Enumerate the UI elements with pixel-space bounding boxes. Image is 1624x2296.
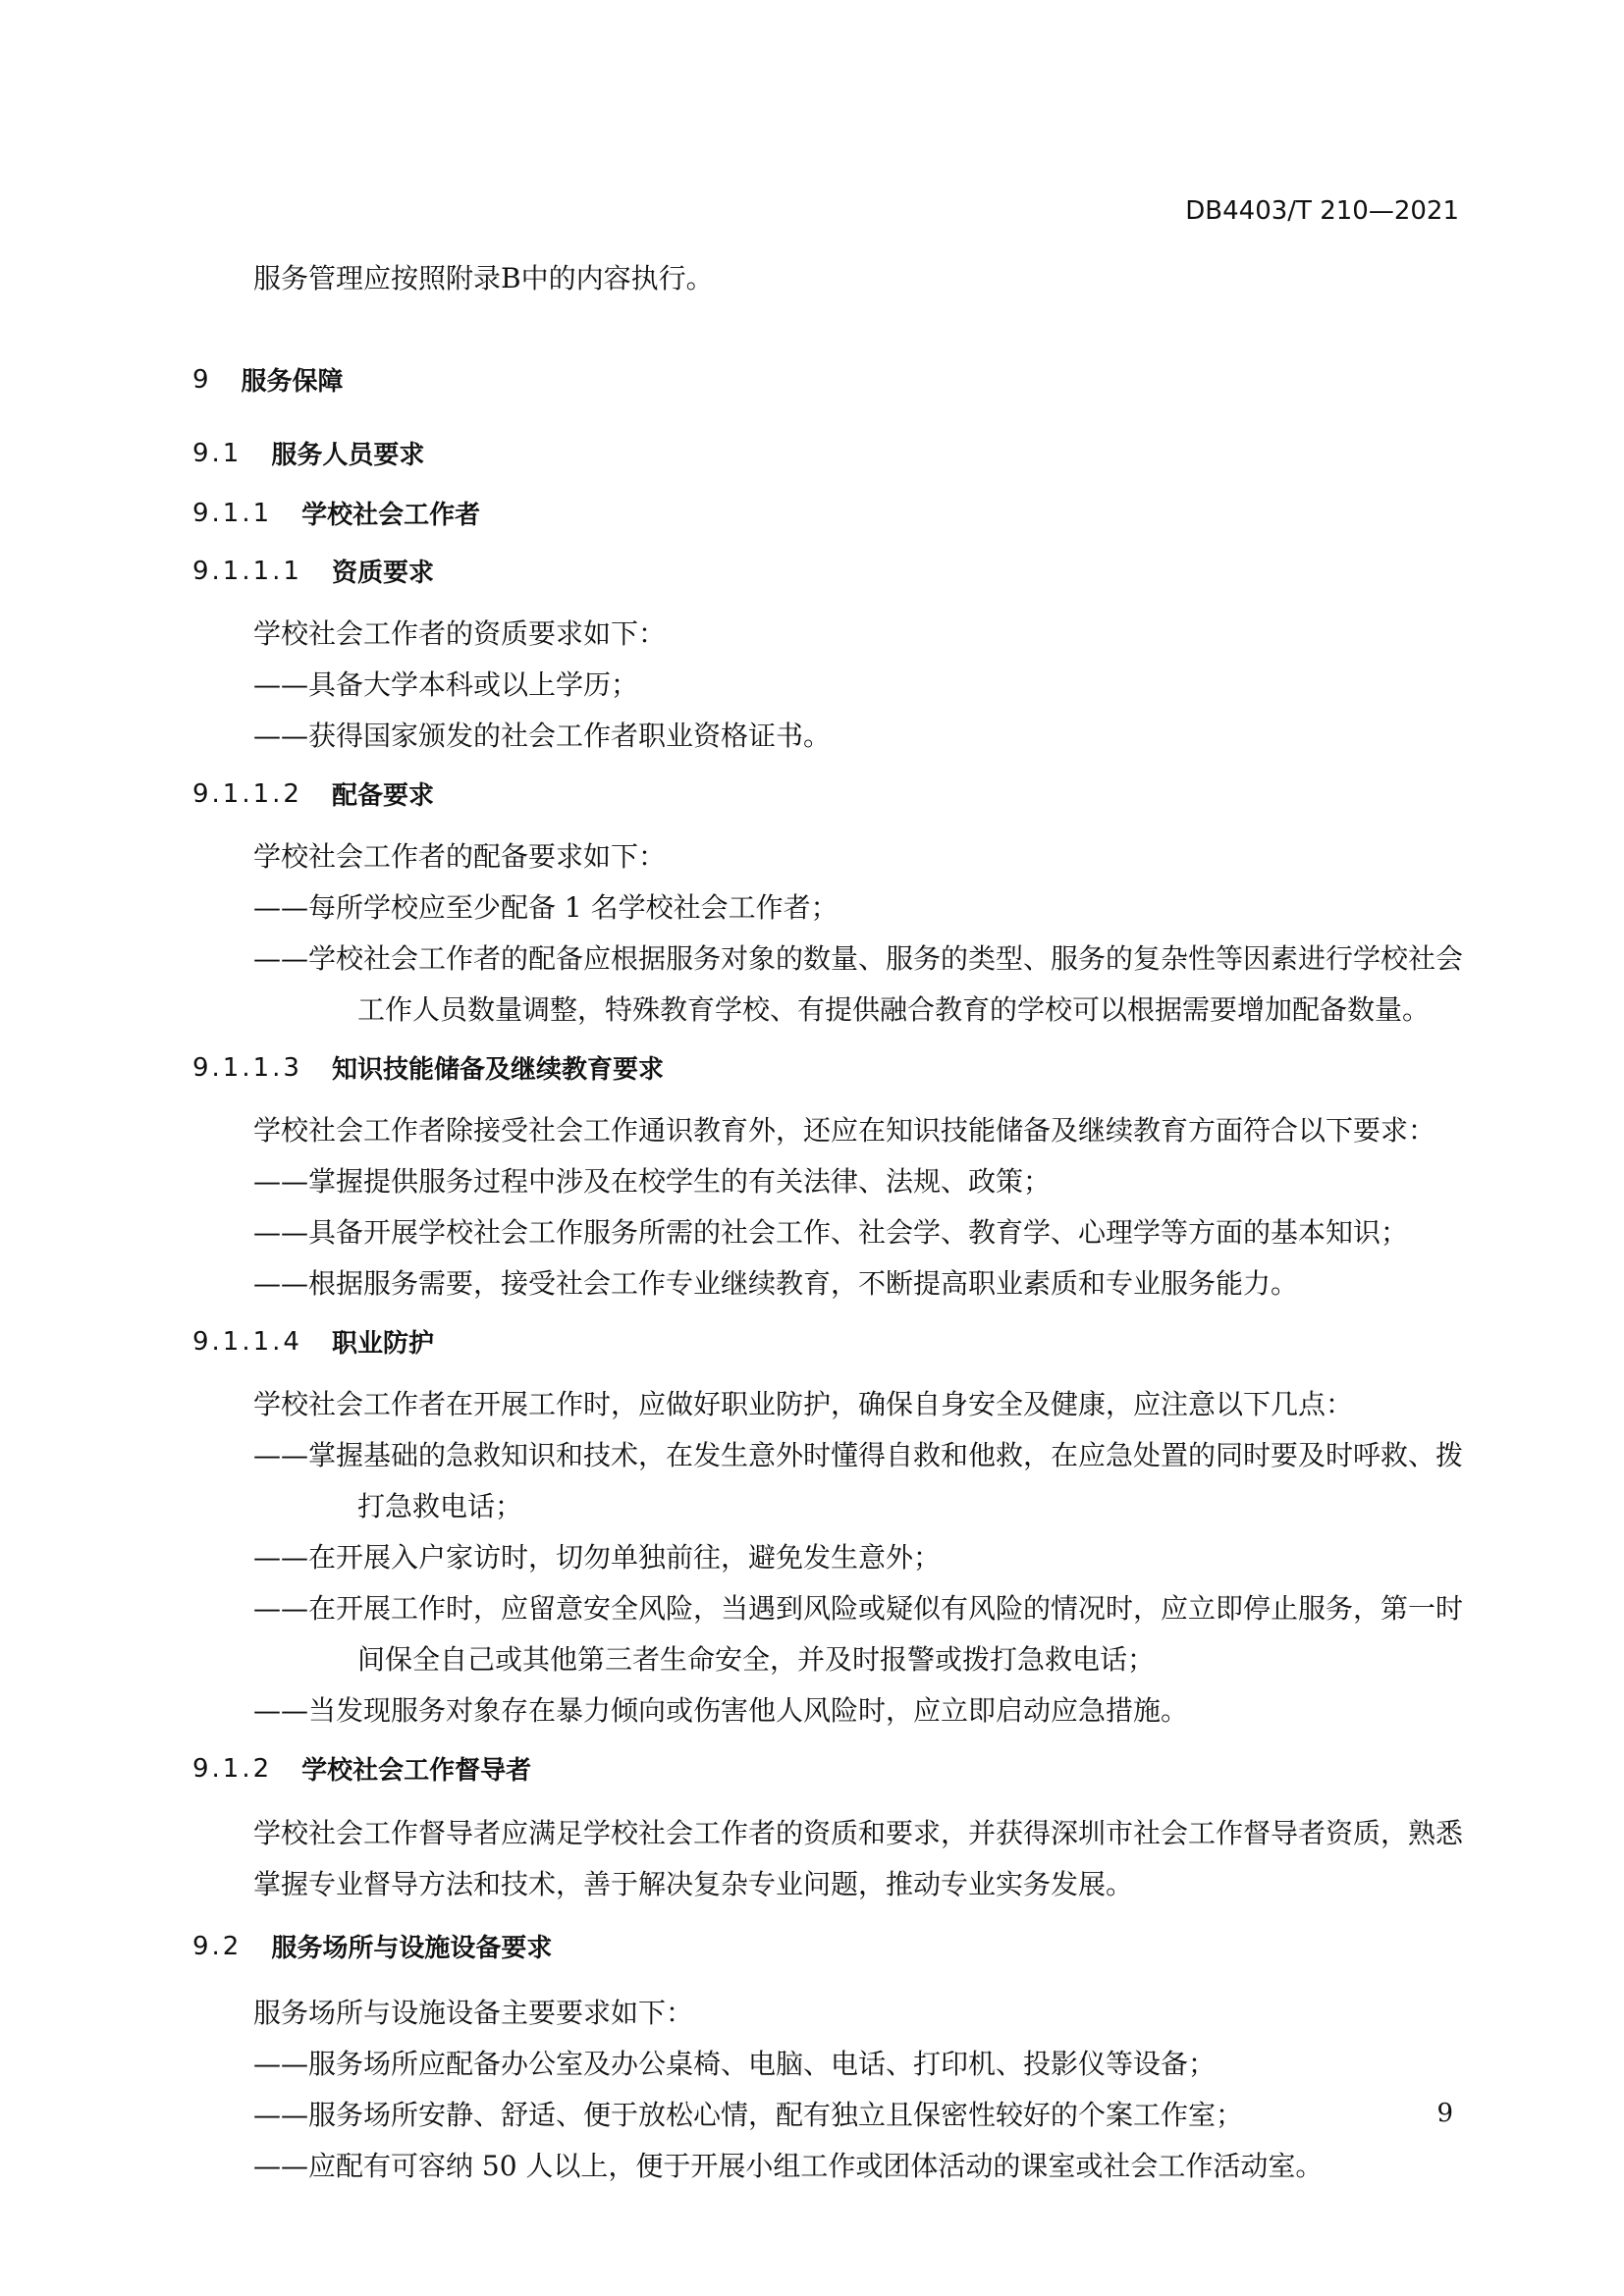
heading-title: 服务人员要求 xyxy=(271,441,425,470)
section-lead: 服务场所与设施设备主要要求如下： xyxy=(253,1997,694,2029)
list-item: ——具备大学本科或以上学历； xyxy=(253,668,639,701)
heading-title: 知识技能储备及继续教育要求 xyxy=(331,1055,664,1085)
heading-9-1 xyxy=(192,435,1487,471)
list-item: ——掌握提供服务过程中涉及在校学生的有关法律、法规、政策； xyxy=(253,1165,1052,1198)
list-item: ——掌握基础的急救知识和技术，在发生意外时懂得自救和他救，在应急处置的同时要及时呼救、拨打急救电话； xyxy=(253,1439,1464,1522)
heading-number: 9.1.2 xyxy=(192,1753,273,1784)
section-paragraph: 学校社会工作督导者应满足学校社会工作者的资质和要求，并获得深圳市社会工作督导者资质，熟悉掌握专业督导方法和技术，善于解决复杂专业问题，推动专业实务发展。 xyxy=(253,1817,1464,1900)
document-code: DB4403/T 210—2021 xyxy=(1185,196,1459,226)
heading-title: 学校社会工作者 xyxy=(301,501,481,530)
heading-9-1-1 xyxy=(192,495,1487,531)
heading-title: 服务保障 xyxy=(241,367,344,397)
heading-9-2 xyxy=(192,1928,1487,1964)
section-lead: 学校社会工作者在开展工作时，应做好职业防护，确保自身安全及健康，应注意以下几点： xyxy=(253,1388,1354,1420)
heading-number: 9 xyxy=(192,364,212,395)
heading-title: 学校社会工作督导者 xyxy=(301,1756,532,1786)
list-item: ——学校社会工作者的配备应根据服务对象的数量、服务的类型、服务的复杂性等因素进行学校社会工作人员数量调整，特殊教育学校、有提供融合教育的学校可以根据需要增加配备数量。 xyxy=(253,942,1464,1026)
section-lead: 学校社会工作者的资质要求如下： xyxy=(253,617,667,650)
list-item: ——获得国家颁发的社会工作者职业资格证书。 xyxy=(253,720,832,752)
list-item: ——应配有可容纳 50 人以上，便于开展小组工作或团体活动的课室或社会工作活动室。 xyxy=(253,2150,1324,2182)
heading-number: 9.1.1.4 xyxy=(192,1326,302,1357)
heading-number: 9.1.1.2 xyxy=(192,778,302,809)
heading-number: 9.1 xyxy=(192,438,243,468)
list-item: ——根据服务需要，接受社会工作专业继续教育，不断提高职业素质和专业服务能力。 xyxy=(253,1267,1299,1300)
list-item: ——服务场所应配备办公室及办公桌椅、电脑、电话、打印机、投影仪等设备； xyxy=(253,2048,1217,2080)
intro-paragraph: 服务管理应按照附录B中的内容执行。 xyxy=(253,262,714,294)
section-lead: 学校社会工作者的配备要求如下： xyxy=(253,840,667,873)
list-item: ——服务场所安静、舒适、便于放松心情，配有独立且保密性较好的个案工作室； xyxy=(253,2099,1244,2131)
page-number: 9 xyxy=(1436,2099,1453,2128)
list-item: ——在开展入户家访时，切勿单独前往，避免发生意外； xyxy=(253,1541,942,1574)
list-item: ——在开展工作时，应留意安全风险，当遇到风险或疑似有风险的情况时，应立即停止服务，第一时间保全自己或其他第三者生命安全，并及时报警或拨打急救电话； xyxy=(253,1592,1464,1676)
heading-9-1-2 xyxy=(192,1750,1487,1787)
list-item: ——具备开展学校社会工作服务所需的社会工作、社会学、教育学、心理学等方面的基本知识； xyxy=(253,1216,1409,1249)
heading-title: 服务场所与设施设备要求 xyxy=(271,1934,553,1963)
heading-9-1-1-4 xyxy=(192,1323,1487,1360)
section-lead: 学校社会工作者除接受社会工作通识教育外，还应在知识技能储备及继续教育方面符合以下要求： xyxy=(253,1114,1436,1147)
page-content xyxy=(192,253,1487,2192)
list-item: ——每所学校应至少配备 1 名学校社会工作者； xyxy=(253,891,839,924)
heading-9-1-1-2 xyxy=(192,775,1487,812)
heading-9-1-1-1 xyxy=(192,553,1487,589)
heading-number: 9.1.1.3 xyxy=(192,1052,302,1083)
list-item: ——当发现服务对象存在暴力倾向或伤害他人风险时，应立即启动应急措施。 xyxy=(253,1694,1189,1727)
heading-9 xyxy=(192,361,1487,398)
heading-number: 9.2 xyxy=(192,1931,243,1961)
heading-title: 资质要求 xyxy=(331,559,434,588)
heading-number: 9.1.1.1 xyxy=(192,556,302,586)
heading-9-1-1-3 xyxy=(192,1049,1487,1086)
heading-title: 配备要求 xyxy=(331,781,434,811)
heading-number: 9.1.1 xyxy=(192,498,273,528)
heading-title: 职业防护 xyxy=(331,1329,434,1359)
